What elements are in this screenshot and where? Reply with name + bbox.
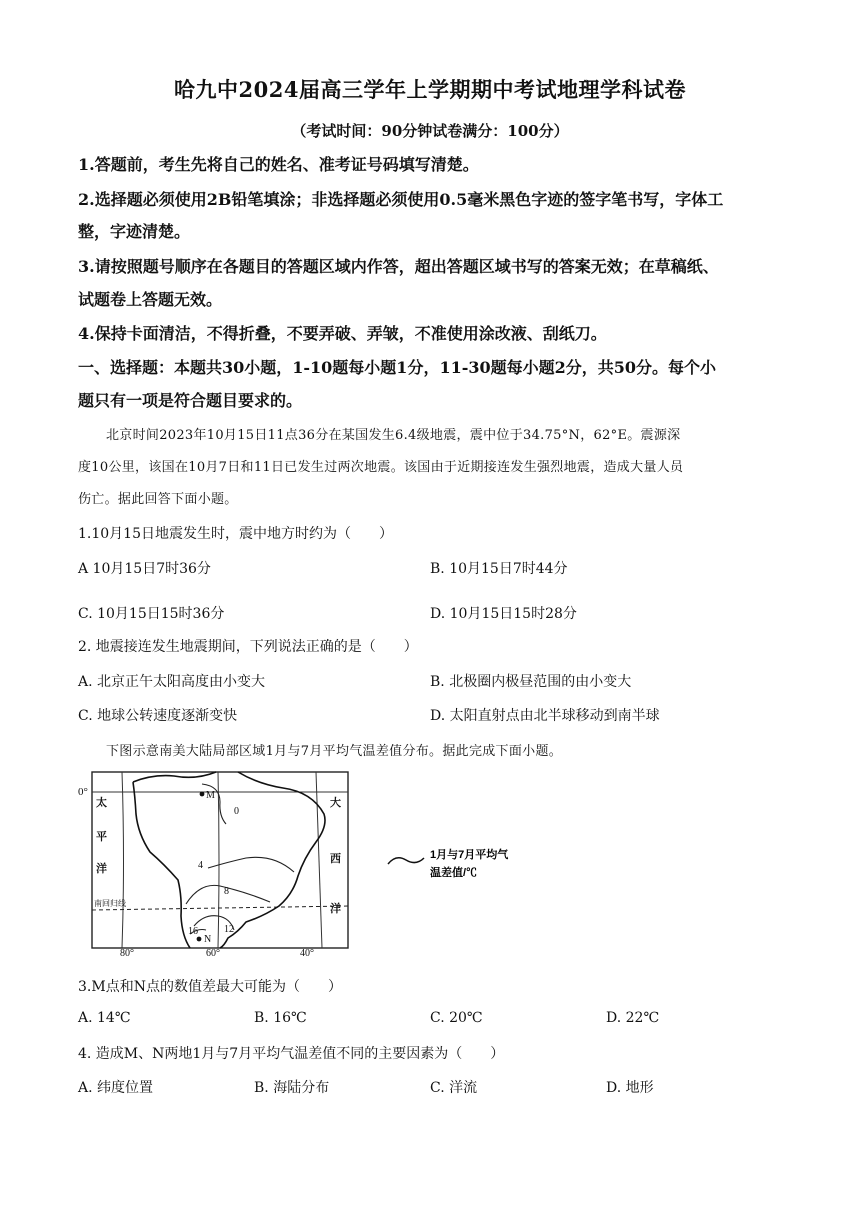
question-1-option-b: B. 10月15日7时44分	[430, 561, 568, 577]
question-4-option-d: D. 地形	[606, 1080, 654, 1096]
atlantic-char-2: 西	[330, 853, 341, 865]
south-america-temperature-map	[78, 766, 352, 956]
pacific-char-2: 平	[96, 831, 107, 843]
question-3-option-d: D. 22℃	[606, 1010, 660, 1026]
isoline-0-label: 0	[234, 806, 239, 817]
question-3-stem: 3.M点和N点的数值差最大可能为（ ）	[78, 979, 342, 995]
section-heading-1: 一、选择题：本题共30小题，1-10题每小题1分，11-30题每小题2分，共50分。每个小	[78, 358, 717, 377]
notice-line-5: 试题卷上答题无效。	[78, 290, 223, 309]
question-3-option-a: A. 14℃	[78, 1010, 131, 1026]
question-1-option-d: D. 10月15日15时28分	[430, 606, 577, 622]
notice-line-4: 3.请按照题号顺序在各题目的答题区域内作答，超出答题区域书写的答案无效；在草稿纸、	[78, 257, 719, 276]
pacific-char-3: 洋	[96, 863, 107, 875]
point-m	[200, 792, 205, 797]
question-4-option-b: B. 海陆分布	[254, 1080, 330, 1096]
isoline-16-label: 16	[188, 926, 198, 937]
lon-60-label: 60°	[206, 948, 220, 956]
legend-label-2: 温差值/℃	[430, 867, 478, 879]
passage-1-line-2: 度10公里，该国在10月7日和11日已发生过两次地震。该国由于近期接连发生强烈地震，造成大量人员	[78, 460, 684, 475]
notice-line-2: 2.选择题必须使用2B铅笔填涂；非选择题必须使用0.5毫米黑色字迹的签字笔书写，字体工	[78, 190, 724, 209]
question-2-option-d: D. 太阳直射点由北半球移动到南半球	[430, 708, 660, 724]
question-2-option-a: A. 北京正午太阳高度由小变大	[78, 674, 266, 690]
notice-line-6: 4.保持卡面清洁，不得折叠，不要弄破、弄皱，不准使用涂改液、刮纸刀。	[78, 324, 607, 343]
passage-2: 下图示意南美大陆局部区域1月与7月平均气温差值分布。据此完成下面小题。	[106, 744, 563, 759]
question-1-option-c: C. 10月15日15时36分	[78, 606, 225, 622]
legend-isoline-icon	[388, 858, 424, 864]
atlantic-char-1: 大	[330, 797, 341, 809]
question-2-stem: 2. 地震接连发生地震期间，下列说法正确的是（ ）	[78, 639, 418, 655]
question-2-option-b: B. 北极圈内极昼范围的由小变大	[430, 674, 632, 690]
question-2-option-c: C. 地球公转速度逐渐变快	[78, 708, 238, 724]
isoline-4-label: 4	[198, 860, 203, 871]
page-title: 哈九中2024届高三学年上学期期中考试地理学科试卷	[174, 77, 686, 102]
question-1-stem: 1.10月15日地震发生时，震中地方时约为（ ）	[78, 526, 393, 542]
tropic-label: 南回归线	[94, 899, 126, 908]
point-n	[197, 937, 202, 942]
question-4-option-c: C. 洋流	[430, 1080, 478, 1096]
notice-line-3: 整，字迹清楚。	[78, 222, 191, 241]
question-1-option-a: A 10月15日7时36分	[78, 561, 211, 577]
lat-0-label: 0°	[78, 786, 88, 798]
question-4-option-a: A. 纬度位置	[78, 1080, 154, 1096]
question-3-option-c: C. 20℃	[430, 1010, 483, 1026]
question-4-stem: 4. 造成M、N两地1月与7月平均气温差值不同的主要因素为（ ）	[78, 1046, 505, 1062]
pacific-char-1: 太	[96, 797, 107, 809]
lon-40-label: 40°	[300, 948, 314, 956]
exam-info: （考试时间：90分钟试卷满分：100分）	[291, 122, 569, 140]
lon-80-label: 80°	[120, 948, 134, 956]
isoline-8-label: 8	[224, 886, 229, 897]
notice-line-1: 1.答题前，考生先将自己的姓名、准考证号码填写清楚。	[78, 155, 479, 174]
point-m-label: M	[206, 790, 215, 801]
isoline-12-label: 12	[224, 924, 234, 935]
point-n-label: N	[204, 934, 212, 945]
passage-1-line-3: 伤亡。据此回答下面小题。	[78, 492, 238, 507]
legend-label-1: 1月与7月平均气	[430, 849, 509, 861]
map-legend	[384, 842, 534, 892]
section-heading-2: 题只有一项是符合题目要求的。	[78, 391, 303, 410]
atlantic-char-3: 洋	[330, 903, 341, 915]
question-3-option-b: B. 16℃	[254, 1010, 307, 1026]
passage-1-line-1: 北京时间2023年10月15日11点36分在某国发生6.4级地震，震中位于34.75°N，62°E。震源深	[106, 428, 681, 443]
